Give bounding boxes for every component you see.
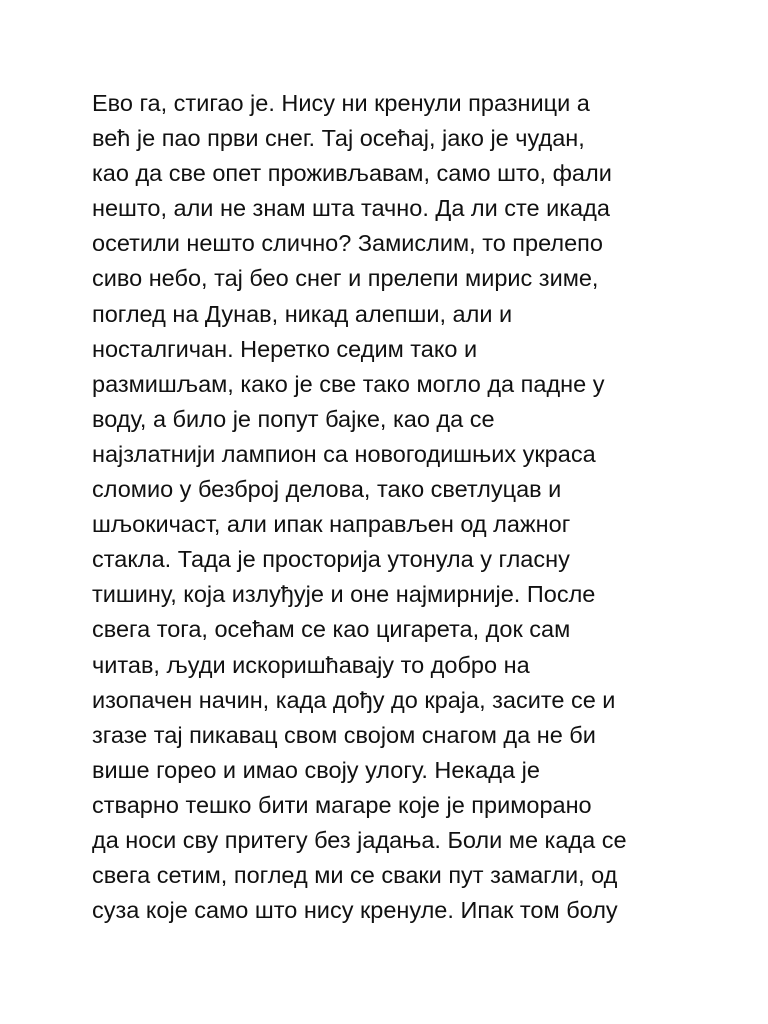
text-line: воду, а било је попут бајке, као да се bbox=[92, 405, 495, 432]
text-line: сиво небо, тај бео снег и прелепи мирис зиме, bbox=[92, 265, 599, 292]
text-line: суза које само што нису кренуле. Ипак том болу bbox=[92, 897, 618, 924]
text-line: стварно тешко бити магаре које је приморано bbox=[92, 791, 592, 818]
text-line: сломио у безброј делова, тако светлуцав и bbox=[92, 476, 562, 503]
text-line: носталгичан. Неретко седим тако и bbox=[92, 335, 478, 362]
text-line: најзлатнији лампион са новогодишњих украса bbox=[92, 440, 596, 467]
text-line: нешто, али не знам шта тачно. Да ли сте икада bbox=[92, 195, 610, 222]
text-line: осетили нешто слично? Замислим, то прелепо bbox=[92, 230, 603, 257]
text-line: Ево га, стигао је. Нису ни кренули празници а bbox=[92, 90, 590, 116]
text-line: као да све опет проживљавам, само што, фали bbox=[92, 160, 612, 187]
text-line: шљокичаст, али ипак направљен од лажног bbox=[92, 511, 571, 538]
text-line: размишљам, како је све тако могло да падне у bbox=[92, 370, 605, 397]
text-line: свега сетим, поглед ми се сваки пут замагли, од bbox=[92, 862, 618, 889]
text-line: да носи сву притегу без јадања. Боли ме када се bbox=[92, 826, 627, 853]
text-line: тишину, која излуђује и оне најмирније. После bbox=[92, 581, 596, 608]
text-line: згазе тај пикавац свом својом снагом да не би bbox=[92, 721, 596, 748]
text-line: више гореo и имао своју улогу. Некада је bbox=[92, 756, 540, 783]
text-line: читав, људи искоришћавају то добро на bbox=[92, 651, 530, 678]
body-text bbox=[92, 86, 692, 928]
text-line: поглед на Дунав, никад алепши, али и bbox=[92, 300, 513, 327]
text-line: већ је пао први снег. Тај осећај, јако је чудан, bbox=[92, 125, 585, 152]
text-line: стакла. Тада је просторија утонула у гласну bbox=[92, 546, 570, 573]
text-line: свега тога, осећам се као цигарета, док сам bbox=[92, 616, 571, 643]
text-line: изопачен начин, када дођу до краја, засите се и bbox=[92, 686, 616, 713]
